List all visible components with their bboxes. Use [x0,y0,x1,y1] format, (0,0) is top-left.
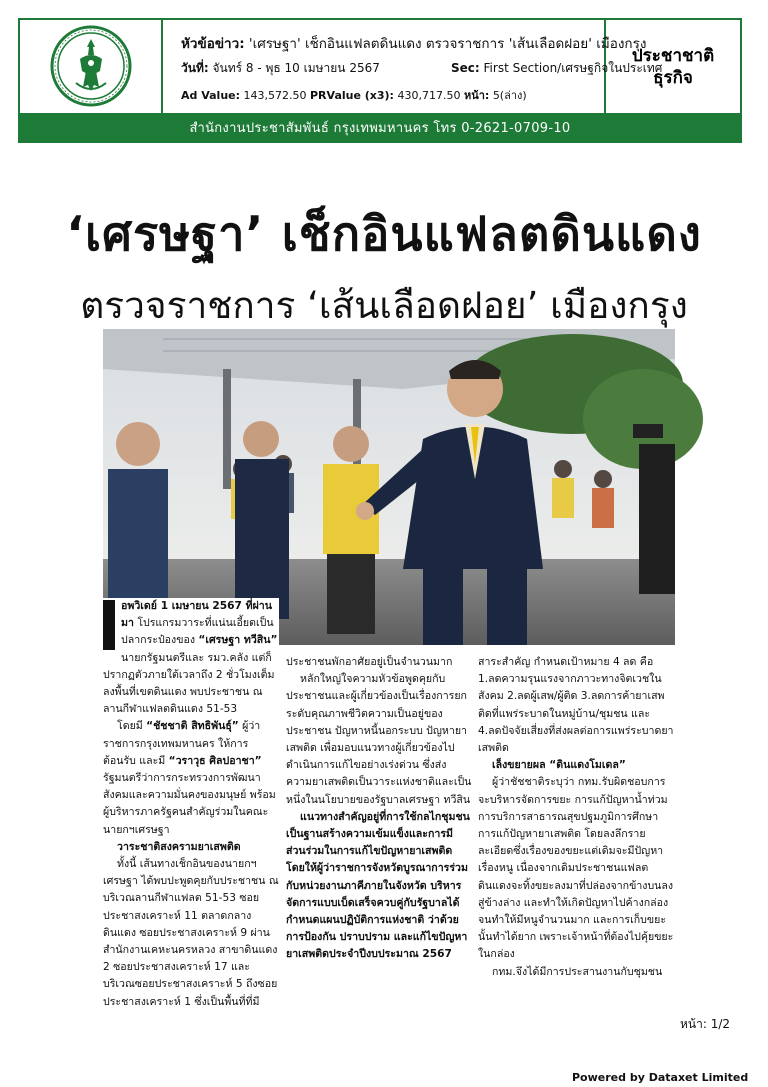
article-headline: ‘เศรษฐา’ เช็กอินแฟลตดินแดง [66,207,702,262]
p2-mid: ผู้ว่าราชการกรุงเทพมหานคร ให้การต้อนรับ และมี [103,720,261,767]
date-meta-line [181,59,380,78]
section-value: First Section/เศรษฐกิจในประเทศ [483,61,663,75]
paragraph-guidelines: แนวทางสำคัญอยู่ที่การใช้กลไกชุมชน เป็นฐานสร้างความเข้มแข็งและการมีส่วนร่วมในการแก้ไขปัญหายาเสพติด โดยให้ผู้ว่าราชการจังหวัดบูรณาการร่วมกับหน่วยงานภาคีภายในจังหวัด บริหารจัดการแบบเบ็ดเสร็จควบคู่กับรัฐบาลได้กำหนดแผนปฏิบัติการแห่งชาติ ว่าด้วยการป้องกัน ปราบปราม และแก้ไขปัญหายาเสพติดประจำปีงบประมาณ 2567 [286,810,470,961]
lead-name: “เศรษฐา ทวีสิน” [198,634,278,647]
headline-value: 'เศรษฐา' เช็กอินแฟลตดินแดง ตรวจราชการ 'เส้นเลือดฝอย' เมืองกรุง [248,36,647,52]
prvalue-label: PRValue (x3): [310,89,394,102]
logo-cell [20,20,163,113]
page-value: 5(ล่าง) [492,89,527,102]
article-subheadline: ตรวจราชการ ‘เส้นเลือดฝอย’ เมืองกรุง [80,284,688,327]
paragraph-governor: ผู้ว่าชัชชาติระบุว่า กทม.รับผิดชอบการจะบริหารจัดการขยะ การแก้ปัญหาน้ำท่วม การบริการสาธารณสุขปฐมภูมิการศึกษา การแก้ปัญหายาเสพติด โดยลงลึกรายละเอียดซึ่งเรื่องของขยะแต่เดิมจะมีปัญหาเรื่องหนู เนื่องจากเดิมประชาชนแฟลตดินแดงจะทิ้งขยะลงมาที่ปล่องจากข้างบนลงสู่ข้างล่าง และทำให้เกิดปัญหาไปค้างกล่อง จนทำให้มีหนูจำนวนมาก และการเก็บขยะนั้นทำได้ยาก เพราะเจ้าหน้าที่ต้องไปคุ้ยขยะในกล่อง [478,776,674,961]
publication-name [606,20,740,113]
ad-value: 143,572.50 [243,89,307,102]
page-number: หน้า: 1/2 [680,1017,731,1031]
drop-cap-mark [103,600,115,650]
lead-paragraph [103,598,279,718]
publication-line-1: ประชาชาติ [631,45,715,66]
paragraph-targets: สาระสำคัญ กำหนดเป้าหมาย 4 ลด คือ 1.ลดความรุนแรงจากภาวะทางจิตเวชในสังคม 2.ลดผู้เสพ/ผู้ติด 3.ลดการค้ายาเสพติดที่แพร่ระบาดในหมู่บ้าน/ชุมชน และ 4.ลดปัจจัยเสี่ยงที่ส่งผลต่อการแพร่ระบาดยาเสพติด [478,656,674,755]
date-value: จันทร์ 8 - พุธ 10 เมษายน 2567 [212,61,380,75]
bma-seal-icon [50,25,132,107]
lead-rest: นายกรัฐมนตรีและ รมว.คลัง แต่ก็ปรากฏตัวภายใต้เวลาถึง 2 ชั่วโมงเต็ม ลงพื้นที่เขตดินแดง พบประชาชน ณ ลานกีฬาแฟลตดินแดง 51-53 [103,651,275,716]
paragraph-welcome [103,718,279,838]
headline-meta-line [181,32,646,54]
office-contact-bar: สำนักงานประชาสัมพันธ์ กรุงเทพมหานคร โทร 0-2621-0709-10 [20,113,740,141]
date-label: วันที่: [181,61,209,75]
clipping-header [18,18,742,143]
page-label: หน้า: [463,89,490,102]
headline-label: หัวข้อข่าว: [181,36,245,52]
paragraph-residents: ประชาชนพักอาศัยอยู่เป็นจำนวนมาก [286,656,453,668]
value-meta-line [181,86,527,104]
powered-by: Powered by Dataxet Limited [572,1071,749,1084]
p2-pre: โดยมี [117,720,143,733]
subhead-drug-war: วาระชาติสงครามยาเสพติด [117,840,241,853]
article-column-1 [103,598,279,1011]
subhead-dindaeng-model: เล็งขยายผล “ดินแดงโมเดล” [492,759,626,772]
lead-bold-text: อพวิเดย์ 1 เมษายน 2567 ที่ผ่านมา [121,600,272,630]
ad-value-label: Ad Value: [181,89,241,102]
prvalue-value: 430,717.50 [397,89,461,102]
lead-text: โปรแกรมวาระที่แน่นเอี้ยดเป็นปลากระป๋องของ [121,617,274,647]
p2-rest: รัฐมนตรีว่าการกระทรวงการพัฒนาสังคมและความมั่นคงของมนุษย์ พร้อมผู้บริหารภาครัฐคนสำคัญร่วมในคณะนายกฯเศรษฐา [103,772,276,836]
p2-name-chadchart: “ชัชชาติ สิทธิพันธุ์” [146,720,239,733]
clipping-metadata [163,20,663,113]
publication-line-2: ธุรกิจ [653,67,693,88]
p2-name-varawut: “วราวุธ ศิลปอาชา” [168,754,262,767]
article-column-2 [286,654,472,964]
paragraph-coordination: กทม.จึงได้มีการประสานงานกับชุมชน [492,965,663,978]
section-label: Sec: [451,61,480,75]
article-column-3 [478,654,674,981]
paragraph-topics: หลักใหญ่ใจความหัวข้อพูดคุยกับประชาชนและผู้เกี่ยวข้องเป็นเรื่องการยกระดับคุณภาพชีวิตความเป็นอยู่ของประชาชน ปัญหาหนี้นอกระบบ ปัญหายาเสพติด เพื่อมอบแนวทางผู้เกี่ยวข้องไปดำเนินการแก้ไขอย่างเร่งด่วน ซึ่งส่งความยาเสพติดเป็นวาระแห่งชาติและเป็นหนึ่งในนโยบายของรัฐบาลเศรษฐา ทวีสิน [286,673,472,806]
header-top-row [20,20,740,113]
paragraph-route: ทั้งนี้ เส้นทางเช็กอินของนายกฯ เศรษฐา ได้พบปะพูดคุยกับประชาชน ณ บริเวณลานกีฬาแฟลต 51-53 ซอยประชาสงเคราะห์ 11 ตลาดกลางดินแดง ซอยประชาสงเคราะห์ 9 ผ่านสำนักงานเคหะนครหลวง สาขาดินแดง 2 ซอยประชาสงเคราะห์ 17 และบริเวณซอยประชาสงเคราะห์ 5 ถึงซอยประชาสงเคราะห์ 1 ซึ่งเป็นพื้นที่ที่มี [103,858,279,1008]
